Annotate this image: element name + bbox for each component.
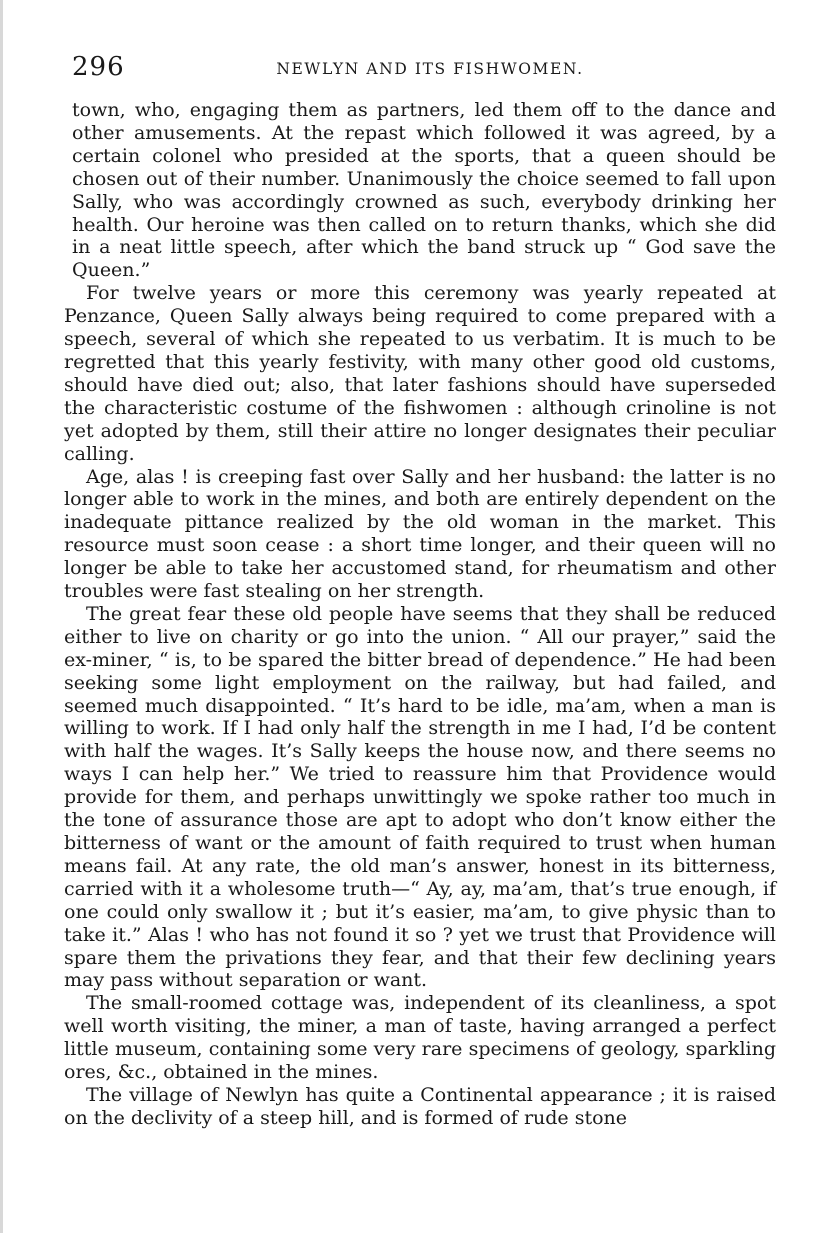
paragraph: town, who, engaging them as partners, led them off to the dance and other amusements. At the repast which followed it was agreed, by a certain colonel who presided at the sports, that a queen should be chosen out of their number. Unanimously the choice seemed to fall upon Sally, who was accordingly crowned as such, everybody drinking her health. Our heroine was then called on to return thanks, which she did in a neat little speech, after which the band struck up “ God save the Queen.” <box>72 99 776 282</box>
paragraph: For twelve years or more this ceremony was yearly repeated at Penzance, Queen Sally always being required to come prepared with a speech, several of which she repeated to us verbatim. It is much to be regretted that this yearly festivity, with many other good old customs, should have died out; also, that later fashions should have superseded the characteristic costume of the fishwomen : although crinoline is not yet adopted by them, still their attire no longer designates their peculiar calling. <box>64 282 776 465</box>
page-header <box>72 52 774 86</box>
paragraph: The small-roomed cottage was, independent of its cleanliness, a spot well worth visiting, the miner, a man of taste, having arranged a perfect little museum, containing some very rare specimens of geology, sparkling ores, &c., obtained in the mines. <box>64 992 776 1084</box>
running-title: NEWLYN AND ITS FISHWOMEN. <box>276 60 584 78</box>
paragraph: The village of Newlyn has quite a Continental appearance ; it is raised on the declivity of a steep hill, and is formed of rude stone <box>64 1083 776 1129</box>
page-edge <box>0 0 3 1233</box>
paragraph: The great fear these old people have seems that they shall be reduced either to live on charity or go into the union. “ All our prayer,” said the ex-miner, “ is, to be spared the bitter bread of dependence.” He had been seeking some light employment on the railway, but had failed, and seemed much disappointed. “ It’s hard to be idle, ma’am, when a man is willing to work. If I had only half the strength in me I had, I’d be content with half the wages. It’s Sally keeps the house now, and there seems no ways I can help her.” We tried to reassure him that Providence would provide for them, and perhaps unwittingly we spoke rather too much in the tone of assurance those are apt to adopt who don’t know either the bitterness of want or the amount of faith required to trust when human means fail. At any rate, the old man’s answer, honest in its bitterness, carried with it a wholesome truth—“ Ay, ay, ma’am, that’s true enough, if one could only swallow it ; but it’s easier, ma’am, to give physic than to take it.” Alas ! who has not found it so ? yet we trust that Providence will spare them the privations they fear, and that their few declining years may pass without separation or want. <box>64 602 776 992</box>
page-number: 296 <box>72 52 125 82</box>
paragraph: Age, alas ! is creeping fast over Sally and her husband: the latter is no longer able to work in the mines, and both are entirely dependent on the inadequate pittance realized by the old woman in the market. This resource must soon cease : a short time longer, and their queen will no longer be able to take her accustomed stand, for rheumatism and other troubles were fast stealing on her strength. <box>64 465 776 603</box>
body-text <box>64 99 776 1130</box>
